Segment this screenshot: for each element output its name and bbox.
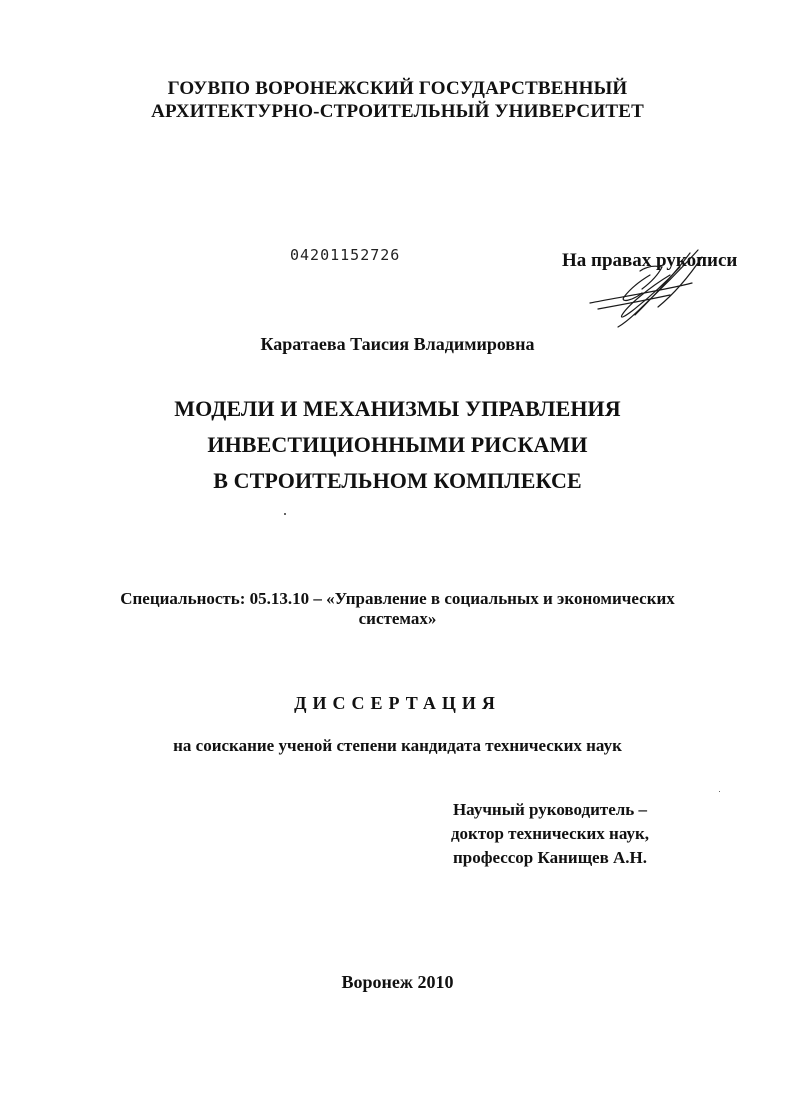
specialty-line-2: системах» — [358, 609, 437, 628]
document-type: ДИССЕРТАЦИЯ — [294, 693, 501, 713]
university-name-line-2: АРХИТЕКТУРНО-СТРОИТЕЛЬНЫЙ УНИВЕРСИТЕТ — [151, 101, 644, 122]
manuscript-note: На правах рукописи — [562, 250, 738, 271]
supervisor-line-1: Научный руководитель – — [452, 800, 648, 819]
supervisor-block — [440, 798, 660, 870]
registration-code: 04201152726 — [290, 246, 401, 264]
dissertation-title-line-1: МОДЕЛИ И МЕХАНИЗМЫ УПРАВЛЕНИЯ — [174, 396, 621, 421]
university-name-line-1: ГОУВПО ВОРОНЕЖСКИЙ ГОСУДАРСТВЕННЫЙ — [167, 78, 628, 99]
scan-speck — [284, 513, 286, 515]
city-year: Воронеж 2010 — [341, 972, 454, 992]
signature-scribble — [580, 245, 710, 330]
dissertation-title-line-2: ИНВЕСТИЦИОННЫМИ РИСКАМИ — [207, 432, 588, 457]
supervisor-line-3: профессор Канищев А.Н. — [452, 848, 648, 867]
supervisor-line-2: доктор технических наук, — [450, 824, 650, 843]
degree-line: на соискание ученой степени кандидата технических наук — [173, 736, 622, 755]
dissertation-title-line-3: В СТРОИТЕЛЬНОМ КОМПЛЕКСЕ — [213, 468, 582, 493]
specialty-line-1: Специальность: 05.13.10 – «Управление в социальных и экономических — [120, 589, 675, 608]
author-name: Каратаева Таисия Владимировна — [260, 334, 535, 354]
scan-speck — [719, 791, 720, 792]
